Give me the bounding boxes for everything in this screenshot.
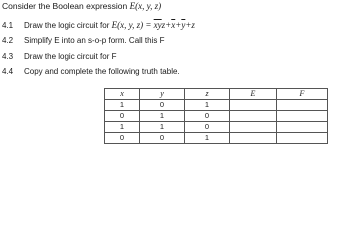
cell-f [277, 133, 328, 144]
cell-x: 0 [105, 133, 140, 144]
question-text: Draw the logic circuit for F [24, 52, 117, 61]
cell-z: 0 [185, 111, 230, 122]
question-text: Simplify E into an s-o-p form. Call this F [24, 36, 165, 45]
table-row [105, 111, 328, 122]
cell-y: 1 [140, 111, 185, 122]
cell-e [230, 111, 277, 122]
table-row [105, 133, 328, 144]
term-y-complement: y [181, 20, 186, 30]
intro-text: Consider the Boolean expression [2, 1, 128, 11]
cell-z: 1 [185, 133, 230, 144]
boolean-expression: E(x, y, z) = xyz+x+y+z [111, 20, 195, 30]
question-text: Copy and complete the following truth table. [24, 67, 180, 76]
cell-y: 1 [140, 122, 185, 133]
cell-e [230, 122, 277, 133]
cell-f [277, 111, 328, 122]
cell-z: 1 [185, 100, 230, 111]
table-row [105, 122, 328, 133]
expression-lhs: E(x, y, z) = [111, 20, 154, 30]
cell-x: 0 [105, 111, 140, 122]
intro-expression: E(x, y, z) [129, 1, 162, 11]
header-y: y [140, 89, 185, 100]
header-x: x [105, 89, 140, 100]
cell-e [230, 133, 277, 144]
term-z-last: z [191, 20, 195, 30]
question-text [24, 20, 195, 30]
table-row [105, 100, 328, 111]
cell-f [277, 122, 328, 133]
cell-e [230, 100, 277, 111]
question-4-1 [2, 20, 195, 30]
question-number: 4.4 [2, 67, 14, 76]
question-number: 4.1 [2, 21, 14, 30]
truth-table [104, 88, 328, 144]
question-number: 4.2 [2, 36, 14, 45]
term-xy-complement: xy [153, 20, 162, 30]
cell-z: 0 [185, 122, 230, 133]
cell-y: 0 [140, 133, 185, 144]
term-x-complement: x [171, 20, 176, 30]
term-z: z [161, 20, 166, 30]
cell-x: 1 [105, 100, 140, 111]
truth-table-header-row [105, 89, 328, 100]
question-4-3 [2, 52, 116, 61]
cell-f [277, 100, 328, 111]
question-text-lead: Draw the logic circuit for [24, 21, 112, 30]
cell-y: 0 [140, 100, 185, 111]
header-z: z [185, 89, 230, 100]
header-f: F [277, 89, 328, 100]
header-e: E [230, 89, 277, 100]
cell-x: 1 [105, 122, 140, 133]
question-number: 4.3 [2, 52, 14, 61]
question-4-4 [2, 67, 180, 76]
intro-line [2, 1, 161, 11]
question-4-2 [2, 36, 164, 45]
